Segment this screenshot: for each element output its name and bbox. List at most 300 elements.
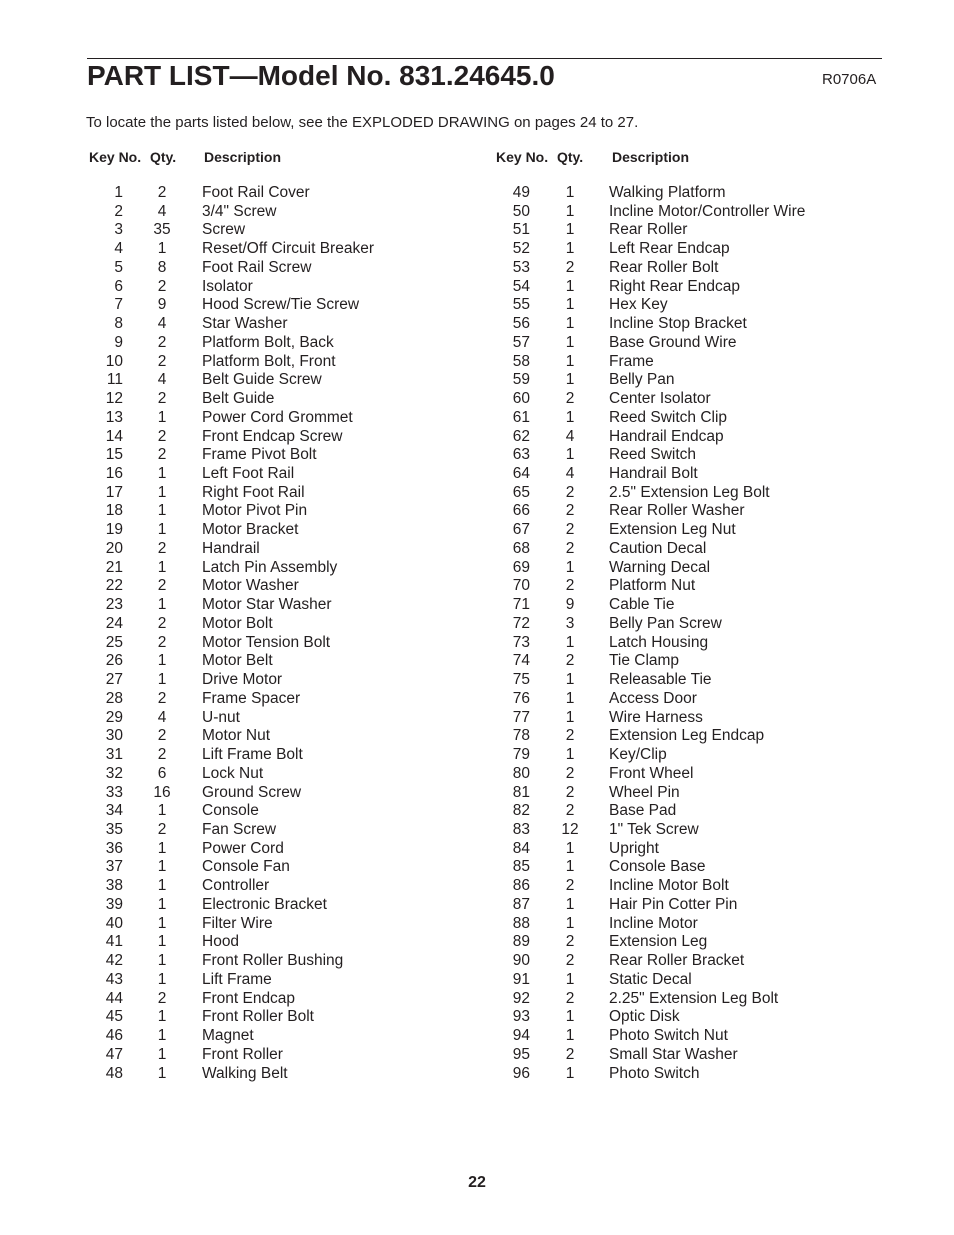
- part-quantity: 1: [565, 1064, 575, 1082]
- part-quantity: 1: [157, 1027, 167, 1045]
- part-description: Platform Bolt, Front: [202, 352, 336, 370]
- part-description: Front Endcap: [202, 989, 296, 1007]
- part-row: [497, 221, 887, 240]
- parts-list-left: [90, 184, 470, 1083]
- part-key-number: 59: [512, 371, 530, 389]
- part-description: Electronic Bracket: [202, 895, 327, 913]
- part-description: Cable Tie: [609, 596, 675, 614]
- part-key-number: 64: [512, 465, 530, 483]
- part-description: Optic Disk: [609, 1008, 680, 1026]
- part-key-number: 25: [105, 633, 123, 651]
- part-quantity: 2: [157, 746, 167, 764]
- part-row: [90, 446, 470, 465]
- part-description: Static Decal: [609, 970, 692, 988]
- part-description: Handrail: [202, 539, 260, 557]
- part-key-number: 32: [105, 764, 123, 782]
- part-description: Latch Pin Assembly: [202, 558, 338, 576]
- part-quantity: 2: [157, 820, 167, 838]
- part-description: Base Pad: [609, 802, 677, 820]
- part-key-number: 5: [114, 258, 123, 276]
- part-key-number: 8: [114, 315, 123, 333]
- part-description: Motor Tension Bolt: [202, 633, 331, 651]
- part-row: [497, 184, 887, 203]
- part-description: Motor Bolt: [202, 614, 273, 632]
- part-key-number: 96: [512, 1064, 530, 1082]
- part-key-number: 7: [114, 296, 123, 314]
- part-row: [497, 315, 887, 334]
- part-key-number: 94: [512, 1027, 530, 1045]
- part-key-number: 70: [512, 577, 530, 595]
- part-quantity: 1: [565, 970, 575, 988]
- part-row: [497, 240, 887, 259]
- part-row: [90, 671, 470, 690]
- part-description: Extension Leg Endcap: [609, 727, 765, 745]
- part-key-number: 3: [114, 221, 123, 239]
- part-key-number: 55: [512, 296, 530, 314]
- part-key-number: 1: [114, 184, 123, 201]
- part-key-number: 48: [105, 1064, 123, 1082]
- part-key-number: 2: [114, 202, 123, 220]
- part-row: [90, 540, 470, 559]
- part-quantity: 1: [565, 558, 575, 576]
- part-key-number: 71: [512, 596, 530, 614]
- part-quantity: 1: [157, 802, 167, 820]
- part-quantity: 2: [157, 333, 167, 351]
- part-row: [90, 315, 470, 334]
- part-row: [497, 952, 887, 971]
- part-row: [497, 765, 887, 784]
- part-key-number: 81: [512, 783, 530, 801]
- part-key-number: 80: [512, 764, 530, 782]
- part-description: Key/Clip: [609, 746, 667, 764]
- part-key-number: 79: [512, 746, 530, 764]
- part-key-number: 47: [105, 1045, 123, 1063]
- part-key-number: 42: [105, 952, 123, 970]
- part-row: [497, 1027, 887, 1046]
- part-key-number: 60: [512, 390, 530, 408]
- part-description: Motor Belt: [202, 652, 273, 670]
- part-quantity: 1: [565, 202, 575, 220]
- part-row: [90, 634, 470, 653]
- part-key-number: 75: [512, 671, 530, 689]
- part-quantity: 2: [565, 764, 575, 782]
- part-key-number: 9: [114, 333, 123, 351]
- part-quantity: 3: [565, 614, 575, 632]
- part-row: [497, 1008, 887, 1027]
- part-key-number: 76: [512, 689, 530, 707]
- part-quantity: 2: [565, 933, 575, 951]
- part-description: Right Foot Rail: [202, 483, 305, 501]
- part-quantity: 2: [565, 502, 575, 520]
- part-description: Extension Leg: [609, 933, 708, 951]
- part-quantity: 2: [565, 390, 575, 408]
- part-key-number: 29: [105, 708, 123, 726]
- part-key-number: 12: [105, 390, 123, 408]
- part-quantity: 35: [153, 221, 171, 239]
- part-quantity: 1: [565, 895, 575, 913]
- part-description: Upright: [609, 839, 659, 857]
- part-quantity: 1: [565, 914, 575, 932]
- part-description: Extension Leg Nut: [609, 521, 736, 539]
- part-quantity: 1: [565, 1008, 575, 1026]
- part-key-number: 35: [105, 820, 123, 838]
- part-key-number: 45: [105, 1008, 123, 1026]
- part-row: [497, 802, 887, 821]
- part-key-number: 58: [512, 352, 530, 370]
- part-key-number: 53: [512, 258, 530, 276]
- part-row: [90, 409, 470, 428]
- part-description: Hex Key: [609, 296, 668, 314]
- part-key-number: 16: [105, 465, 123, 483]
- part-quantity: 1: [565, 708, 575, 726]
- part-description: Belt Guide: [202, 390, 275, 408]
- part-quantity: 1: [565, 408, 575, 426]
- part-row: [90, 615, 470, 634]
- part-description: Frame Pivot Bolt: [202, 446, 317, 464]
- part-description: Front Wheel: [609, 764, 694, 782]
- part-quantity: 1: [157, 408, 167, 426]
- part-key-number: 65: [512, 483, 530, 501]
- part-key-number: 91: [512, 970, 530, 988]
- part-quantity: 1: [565, 240, 575, 258]
- part-description: Console Base: [609, 858, 706, 876]
- part-quantity: 4: [157, 315, 167, 333]
- part-description: Front Roller: [202, 1045, 283, 1063]
- part-quantity: 4: [157, 202, 167, 220]
- part-key-number: 38: [105, 877, 123, 895]
- part-description: Magnet: [202, 1027, 254, 1045]
- part-key-number: 51: [512, 221, 530, 239]
- part-key-number: 63: [512, 446, 530, 464]
- part-row: [497, 521, 887, 540]
- part-description: Frame Spacer: [202, 689, 301, 707]
- part-description: Controller: [202, 877, 270, 895]
- part-row: [497, 446, 887, 465]
- part-row: [90, 915, 470, 934]
- part-description: Front Roller Bolt: [202, 1008, 314, 1026]
- part-description: Filter Wire: [202, 914, 273, 932]
- page-number: 22: [468, 1174, 486, 1191]
- part-row: [497, 278, 887, 297]
- part-key-number: 31: [105, 746, 123, 764]
- part-row: [497, 915, 887, 934]
- part-row: [497, 1065, 887, 1084]
- part-quantity: 2: [157, 633, 167, 651]
- part-description: Motor Washer: [202, 577, 299, 595]
- part-row: [497, 933, 887, 952]
- part-row: [90, 802, 470, 821]
- part-row: [90, 465, 470, 484]
- part-description: Reset/Off Circuit Breaker: [202, 240, 374, 258]
- part-row: [90, 1027, 470, 1046]
- part-description: Handrail Bolt: [609, 465, 698, 483]
- part-description: Platform Nut: [609, 577, 696, 595]
- part-description: Wire Harness: [609, 708, 703, 726]
- part-row: [497, 409, 887, 428]
- part-key-number: 24: [105, 614, 123, 632]
- part-quantity: 2: [157, 614, 167, 632]
- part-key-number: 22: [105, 577, 123, 595]
- part-description: Belly Pan: [609, 371, 675, 389]
- part-key-number: 39: [105, 895, 123, 913]
- part-row: [497, 428, 887, 447]
- part-row: [497, 615, 887, 634]
- part-key-number: 72: [512, 614, 530, 632]
- part-description: Tie Clamp: [609, 652, 680, 670]
- part-key-number: 57: [512, 333, 530, 351]
- part-row: [497, 821, 887, 840]
- header-qty-left: Qty.: [150, 149, 177, 165]
- part-row: [497, 465, 887, 484]
- part-key-number: 66: [512, 502, 530, 520]
- part-quantity: 2: [157, 577, 167, 595]
- part-key-number: 88: [512, 914, 530, 932]
- part-description: Warning Decal: [609, 558, 711, 576]
- part-description: Rear Roller Washer: [609, 502, 745, 520]
- part-quantity: 2: [565, 652, 575, 670]
- part-key-number: 37: [105, 858, 123, 876]
- part-description: 3/4" Screw: [202, 202, 277, 220]
- part-key-number: 74: [512, 652, 530, 670]
- part-quantity: 1: [157, 671, 167, 689]
- part-key-number: 19: [105, 521, 123, 539]
- part-quantity: 1: [565, 315, 575, 333]
- part-quantity: 1: [157, 839, 167, 857]
- part-row: [90, 840, 470, 859]
- page-title: PART LIST—Model No. 831.24645.0: [87, 60, 555, 91]
- part-row: [497, 259, 887, 278]
- part-description: Drive Motor: [202, 671, 283, 689]
- part-quantity: 2: [565, 952, 575, 970]
- part-quantity: 1: [157, 596, 167, 614]
- part-description: Hair Pin Cotter Pin: [609, 895, 738, 913]
- part-quantity: 1: [565, 446, 575, 464]
- part-row: [497, 502, 887, 521]
- part-quantity: 2: [157, 390, 167, 408]
- part-key-number: 10: [105, 352, 123, 370]
- part-row: [497, 877, 887, 896]
- part-quantity: 1: [565, 221, 575, 239]
- part-quantity: 2: [565, 783, 575, 801]
- part-description: Ground Screw: [202, 783, 302, 801]
- part-row: [90, 1046, 470, 1065]
- part-quantity: 1: [157, 521, 167, 539]
- part-description: Motor Bracket: [202, 521, 299, 539]
- part-row: [497, 559, 887, 578]
- part-row: [90, 1008, 470, 1027]
- part-quantity: 1: [157, 858, 167, 876]
- part-quantity: 2: [157, 446, 167, 464]
- part-description: Rear Roller Bracket: [609, 952, 745, 970]
- part-key-number: 90: [512, 952, 530, 970]
- part-row: [497, 540, 887, 559]
- part-row: [90, 652, 470, 671]
- part-key-number: 43: [105, 970, 123, 988]
- part-quantity: 1: [565, 839, 575, 857]
- part-quantity: 2: [157, 727, 167, 745]
- part-row: [497, 727, 887, 746]
- part-description: 1" Tek Screw: [609, 820, 699, 838]
- part-description: Wheel Pin: [609, 783, 680, 801]
- part-description: Right Rear Endcap: [609, 277, 740, 295]
- part-description: Incline Stop Bracket: [609, 315, 747, 333]
- part-key-number: 69: [512, 558, 530, 576]
- part-quantity: 1: [157, 895, 167, 913]
- part-quantity: 2: [565, 802, 575, 820]
- part-quantity: 1: [157, 877, 167, 895]
- part-key-number: 83: [512, 820, 530, 838]
- part-row: [497, 709, 887, 728]
- part-quantity: 1: [157, 652, 167, 670]
- part-key-number: 15: [105, 446, 123, 464]
- part-description: Fan Screw: [202, 820, 277, 838]
- part-description: Caution Decal: [609, 539, 707, 557]
- part-description: Reed Switch Clip: [609, 408, 728, 426]
- part-description: Rear Roller Bolt: [609, 258, 719, 276]
- part-quantity: 2: [565, 1045, 575, 1063]
- part-description: Base Ground Wire: [609, 333, 737, 351]
- part-key-number: 20: [105, 539, 123, 557]
- part-quantity: 2: [565, 521, 575, 539]
- part-description: Front Endcap Screw: [202, 427, 343, 445]
- part-key-number: 41: [105, 933, 123, 951]
- part-row: [90, 1065, 470, 1084]
- part-quantity: 2: [157, 539, 167, 557]
- part-key-number: 52: [512, 240, 530, 258]
- part-key-number: 11: [106, 371, 123, 389]
- part-quantity: 2: [565, 877, 575, 895]
- part-quantity: 1: [157, 952, 167, 970]
- part-row: [90, 203, 470, 222]
- part-quantity: 2: [565, 577, 575, 595]
- part-quantity: 1: [157, 558, 167, 576]
- part-quantity: 2: [565, 483, 575, 501]
- part-description: Photo Switch: [609, 1064, 700, 1082]
- part-quantity: 1: [565, 184, 575, 201]
- header-qty-right: Qty.: [557, 149, 584, 165]
- part-description: Releasable Tie: [609, 671, 712, 689]
- part-description: U-nut: [202, 708, 240, 726]
- part-row: [90, 690, 470, 709]
- part-quantity: 1: [157, 970, 167, 988]
- part-description: Belt Guide Screw: [202, 371, 322, 389]
- part-row: [497, 990, 887, 1009]
- part-key-number: 23: [105, 596, 123, 614]
- part-description: Isolator: [202, 277, 253, 295]
- part-row: [90, 371, 470, 390]
- part-quantity: 6: [157, 764, 167, 782]
- part-description: Walking Belt: [202, 1064, 288, 1082]
- part-quantity: 1: [565, 858, 575, 876]
- part-quantity: 12: [561, 820, 579, 838]
- part-key-number: 27: [105, 671, 123, 689]
- part-row: [90, 390, 470, 409]
- part-key-number: 87: [512, 895, 530, 913]
- part-quantity: 2: [565, 539, 575, 557]
- part-key-number: 36: [105, 839, 123, 857]
- part-key-number: 85: [512, 858, 530, 876]
- part-row: [497, 577, 887, 596]
- part-key-number: 18: [105, 502, 123, 520]
- part-key-number: 21: [105, 558, 123, 576]
- part-description: Front Roller Bushing: [202, 952, 344, 970]
- part-row: [497, 334, 887, 353]
- part-row: [90, 278, 470, 297]
- part-key-number: 44: [105, 989, 123, 1007]
- part-quantity: 1: [157, 240, 167, 258]
- document-code: R0706A: [822, 71, 877, 88]
- part-description: 2.25" Extension Leg Bolt: [609, 989, 779, 1007]
- part-quantity: 1: [565, 746, 575, 764]
- part-key-number: 73: [512, 633, 530, 651]
- part-key-number: 62: [512, 427, 530, 445]
- part-key-number: 84: [512, 839, 530, 857]
- part-description: Walking Platform: [609, 184, 726, 201]
- part-quantity: 8: [157, 258, 167, 276]
- part-row: [90, 521, 470, 540]
- part-key-number: 93: [512, 1008, 530, 1026]
- part-key-number: 92: [512, 989, 530, 1007]
- part-row: [497, 634, 887, 653]
- part-quantity: 1: [157, 1008, 167, 1026]
- part-quantity: 1: [565, 633, 575, 651]
- header-key-left: Key No.: [89, 149, 142, 165]
- part-description: Small Star Washer: [609, 1045, 738, 1063]
- part-quantity: 2: [565, 727, 575, 745]
- part-row: [90, 784, 470, 803]
- part-quantity: 4: [565, 465, 575, 483]
- part-row: [90, 484, 470, 503]
- part-description: Handrail Endcap: [609, 427, 724, 445]
- part-quantity: 1: [565, 1027, 575, 1045]
- part-key-number: 40: [105, 914, 123, 932]
- part-description: Lift Frame: [202, 970, 272, 988]
- part-row: [90, 933, 470, 952]
- part-quantity: 2: [157, 427, 167, 445]
- part-row: [90, 877, 470, 896]
- header-desc-right: Description: [612, 149, 690, 165]
- part-key-number: 86: [512, 877, 530, 895]
- part-description: Access Door: [609, 689, 697, 707]
- part-row: [497, 690, 887, 709]
- part-quantity: 1: [157, 914, 167, 932]
- part-key-number: 67: [512, 521, 530, 539]
- part-quantity: 4: [565, 427, 575, 445]
- part-row: [90, 559, 470, 578]
- header-desc-left: Description: [204, 149, 282, 165]
- part-row: [497, 390, 887, 409]
- part-key-number: 95: [512, 1045, 530, 1063]
- part-row: [90, 971, 470, 990]
- part-description: Hood Screw/Tie Screw: [202, 296, 360, 314]
- part-quantity: 4: [157, 708, 167, 726]
- part-row: [90, 296, 470, 315]
- part-quantity: 2: [157, 689, 167, 707]
- part-key-number: 28: [105, 689, 123, 707]
- header-key-right: Key No.: [496, 149, 549, 165]
- part-description: Rear Roller: [609, 221, 688, 239]
- part-key-number: 49: [512, 184, 530, 201]
- part-row: [497, 858, 887, 877]
- part-quantity: 1: [157, 1064, 167, 1082]
- part-row: [90, 765, 470, 784]
- part-description: 2.5" Extension Leg Bolt: [609, 483, 770, 501]
- part-row: [497, 671, 887, 690]
- part-key-number: 78: [512, 727, 530, 745]
- part-row: [90, 259, 470, 278]
- part-description: Console: [202, 802, 259, 820]
- part-key-number: 89: [512, 933, 530, 951]
